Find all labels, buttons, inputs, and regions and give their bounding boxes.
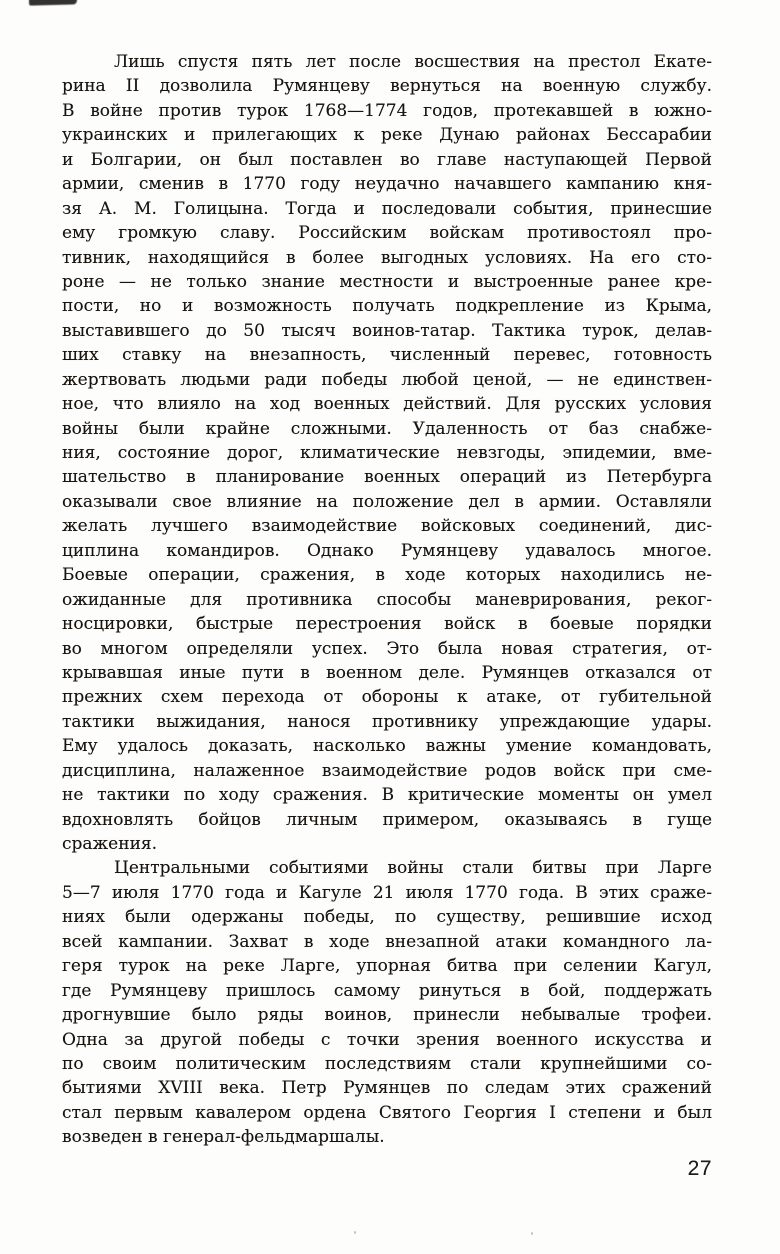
text-line: В войне против турок 1768—1774 годов, протекавшей в южно- <box>62 100 712 121</box>
text-line: ния, состояние дорог, климатические невзгоды, эпидемии, вме- <box>62 443 712 463</box>
text-line: 5—7 июля 1770 года и Кагуле 21 июля 1770 года. В этих сраже- <box>62 882 712 903</box>
text-line: пости, но и возможность получать подкрепление из Крыма, <box>62 296 712 317</box>
text-line: рина II дозволила Румянцеву вернуться на военную службу. <box>62 76 712 97</box>
text-line: геря турок на реке Ларге, упорная битва при селении Кагул, <box>62 956 712 977</box>
text-line: Боевые операции, сражения, в ходе которых находились не- <box>62 565 712 586</box>
text-line: Центральными событиями войны стали битвы при Ларге <box>114 858 712 879</box>
text-line: носцировки, быстрые перестроения войск в боевые порядки <box>62 614 712 635</box>
text-line: крывавшая иные пути в военном деле. Румянцев отказался от <box>62 662 712 683</box>
text-line: возведен в генерал-фельдмаршалы. <box>62 1127 385 1148</box>
text-line: ших ставку на внезапность, численный перевес, готовность <box>62 345 712 366</box>
text-line: выставившего до 50 тысяч воинов-татар. Тактика турок, делав- <box>62 320 712 341</box>
text-line: тактики выжидания, нанося противнику упреждающие удары. <box>62 711 712 732</box>
text-line: жертвовать людьми ради победы любой ценой, — не единствен- <box>62 369 712 390</box>
scan-speck <box>354 1231 356 1234</box>
scan-speck <box>531 1232 533 1235</box>
text-line: где Румянцеву пришлось самому ринуться в бой, поддержать <box>62 980 712 1001</box>
text-line: ожиданные для противника способы маневрирования, реког- <box>62 589 712 610</box>
text-line: и Болгарии, он был поставлен во главе наступающей Первой <box>62 149 712 170</box>
text-line: сражения. <box>62 834 158 854</box>
text-line: украинских и прилегающих к реке Дунаю районах Бессарабии <box>62 125 712 146</box>
text-line: прежних схем перехода от обороны к атаке, от губительной <box>62 687 712 708</box>
text-line: во многом определяли успех. Это была новая стратегия, от- <box>62 638 712 659</box>
text-line: по своим политическим последствиям стали крупнейшими со- <box>62 1053 712 1074</box>
text-line: ное, что влияло на ход военных действий. Для русских условия <box>62 394 712 415</box>
text-line: роне — не только знание местности и выстроенные ранее кре- <box>62 271 712 292</box>
text-line: стал первым кавалером ордена Святого Георгия I степени и был <box>62 1102 712 1123</box>
text-line: желать лучшего взаимодействие войсковых соединений, дис- <box>62 516 712 537</box>
text-line: дрогнувшие было ряды воинов, принесли небывалые трофеи. <box>62 1005 712 1026</box>
text-line: ему громкую славу. Российским войскам противостоял про- <box>62 223 712 244</box>
scan-smudge <box>29 0 77 6</box>
text-line: вдохновлять бойцов личным примером, оказываясь в гуще <box>62 809 712 830</box>
text-line: ниях были одержаны победы, по существу, решившие исход <box>62 907 712 928</box>
paragraph <box>62 50 712 856</box>
text-line: зя А. М. Голицына. Тогда и последовали события, принесшие <box>62 198 712 219</box>
text-line: шательство в планирование военных операций из Петербурга <box>62 467 712 488</box>
paragraph <box>62 856 712 1149</box>
text-line: дисциплина, налаженное взаимодействие родов войск при сме- <box>62 760 712 781</box>
body-text <box>62 50 712 1150</box>
text-line: тивник, находящийся в более выгодных условиях. На его сто- <box>62 247 712 268</box>
text-line: оказывали свое влияние на положение дел в армии. Оставляли <box>62 491 712 512</box>
text-line: войны были крайне сложными. Удаленность от баз снабже- <box>62 418 712 439</box>
text-line: Одна за другой победы с точки зрения военного искусства и <box>62 1029 712 1050</box>
text-line: Ему удалось доказать, насколько важны умение командовать, <box>62 736 712 757</box>
text-line: бытиями XVIII века. Петр Румянцев по следам этих сражений <box>62 1078 712 1099</box>
text-line: всей кампании. Захват в ходе внезапной атаки командного ла- <box>62 931 712 952</box>
text-line: не тактики по ходу сражения. В критические моменты он умел <box>62 785 712 806</box>
text-line: Лишь спустя пять лет после восшествия на престол Екате- <box>114 52 712 72</box>
page-number: 27 <box>687 1157 712 1180</box>
text-line: циплина командиров. Однако Румянцеву удавалось многое. <box>62 540 712 561</box>
text-line: армии, сменив в 1770 году неудачно начавшего кампанию кня- <box>62 174 712 195</box>
